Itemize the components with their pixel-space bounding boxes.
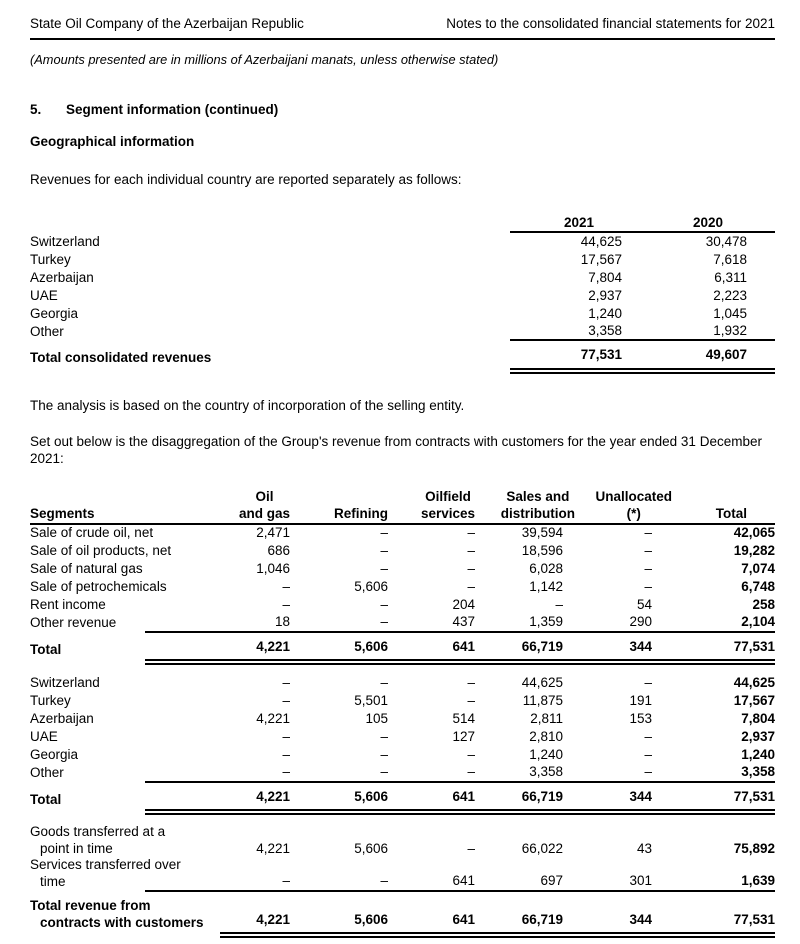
total-value: 66,719 [475,632,563,662]
total-value: 4,221 [220,782,290,812]
country-revenue-table [30,210,775,374]
row-label-line: Other [30,764,64,780]
table-header-row [30,210,775,232]
cell-value: – [644,746,652,762]
row-label-line: Total revenue from [30,898,151,914]
spacer-cell [145,764,220,782]
cell-value: 7,804 [741,710,775,726]
total-value: 641 [388,632,475,662]
cell-value: 39,594 [521,525,563,541]
column-header-2020: 2020 [640,210,775,232]
row-label-line: point in time [40,840,113,856]
spacer-cell [145,692,220,710]
column-header-text: Total [715,506,747,522]
cell-value: 1,045 [713,305,747,321]
cell-value: – [467,746,475,762]
spacer-cell [145,614,220,632]
section-gap-row [30,662,775,674]
cell-value: 127 [452,728,475,744]
table-row [30,710,775,728]
column-header-text: Oil and gas [238,489,290,522]
row-label: UAE [30,287,58,303]
cell-value: 1,142 [529,579,563,595]
row-label-line: Sale of petrochemicals [30,579,167,595]
spacer-cell [145,632,220,662]
header-spacer-cell [145,488,220,524]
table-row [30,596,775,614]
cell-value: 18 [220,614,290,632]
table-row [30,232,775,250]
spacer-cell [145,746,220,764]
cell-value: 3,358 [652,764,775,782]
row-label-line: Sale of crude oil, net [30,525,154,541]
column-header [475,488,575,524]
cell-value: 258 [752,597,775,613]
table-row [30,746,775,764]
cell-value: – [644,579,652,595]
cell-value: 1,240 [529,746,563,762]
column-header-text: Sales and distribution [500,489,575,522]
total-label: Total consolidated revenues [30,350,212,366]
table-row [30,304,775,322]
column-header-text: Refining [334,506,388,522]
cell-value: 44,625 [733,674,775,690]
total-value: 66,719 [475,782,563,812]
cell-value: – [644,543,652,559]
row-label [30,764,145,782]
total-value: 66,719 [475,891,563,935]
empty-header-cell [30,210,510,232]
table-row [30,250,775,268]
cell-value: – [380,543,388,559]
cell-value: 75,892 [733,840,775,856]
document-title: Notes to the consolidated financial statements for 2021 [446,16,775,31]
table-row [30,614,775,632]
column-header-text: Oilfield services [420,489,475,522]
spacer-cell [145,674,220,692]
cell-value: 2,104 [652,614,775,632]
cell-value: 66,022 [521,840,563,856]
cell-value: – [282,746,290,762]
cell-value: – [644,728,652,744]
cell-value: – [467,579,475,595]
cell-value: – [282,597,290,613]
cell-value: 7,618 [713,251,747,267]
row-label [30,542,172,560]
row-label-line: Sale of natural gas [30,561,143,577]
row-label: Azerbaijan [30,269,94,285]
spacer-cell [145,560,220,578]
cell-value: 697 [475,857,563,891]
cell-value: 5,501 [354,692,388,708]
row-label [30,578,167,596]
row-label-line: Turkey [30,692,71,708]
cell-value: – [282,728,290,744]
row-label-line: Switzerland [30,674,100,690]
cell-value: 437 [388,614,475,632]
cell-value: 3,358 [510,322,640,340]
cell-value: 686 [267,543,290,559]
section-gap-cell [30,812,775,824]
table-row [30,824,775,858]
cell-value: 3,358 [475,764,563,782]
row-label-line: Azerbaijan [30,710,94,726]
cell-value: 2,937 [741,728,775,744]
cell-value: – [290,857,388,891]
total-row [30,632,775,662]
table-row [30,764,775,782]
segments-header-row [30,488,775,524]
cell-value: 42,065 [733,525,775,541]
table-row [30,578,775,596]
cell-value: – [282,579,290,595]
table-row [30,524,775,542]
total-label [30,782,145,812]
cell-value: – [220,764,290,782]
section-title [30,102,775,119]
cell-value: 204 [452,597,475,613]
cell-value: 1,639 [652,857,775,891]
row-label-line: Services transferred over [30,857,181,873]
cell-value: 11,875 [522,692,563,708]
cell-value: 301 [563,857,652,891]
cell-value: – [467,543,475,559]
total-value: 77,531 [652,782,775,812]
table-row [30,542,775,560]
cell-value: 1,240 [741,746,775,762]
total-row [30,891,775,935]
running-header [30,16,775,40]
column-header [290,488,388,524]
row-label [30,746,145,764]
cell-value: – [380,728,388,744]
cell-value: – [290,614,388,632]
total-value: 5,606 [290,632,388,662]
cell-value: – [380,561,388,577]
row-label [30,857,181,891]
cell-value: – [380,525,388,541]
row-label [30,560,145,578]
cell-value: – [282,674,290,690]
cell-value: 6,311 [714,269,747,285]
spacer-cell [145,728,220,746]
amounts-note: (Amounts presented are in millions of Azerbaijani manats, unless otherwise stated) [30,51,499,67]
cell-value: 105 [365,710,388,726]
section-gap-row [30,812,775,824]
row-label [30,614,145,632]
spacer-cell [145,524,220,542]
cell-value: 6,028 [529,561,563,577]
cell-value: 641 [388,857,475,891]
cell-value: 2,937 [588,287,622,303]
row-label-line: contracts with customers [40,915,204,931]
total-value: 77,531 [652,632,775,662]
cell-value: 2,223 [713,287,747,303]
cell-value: – [290,764,388,782]
cell-value: 7,804 [588,269,622,285]
cell-value: 30,478 [705,233,747,249]
row-label [30,674,145,692]
total-value: 4,221 [220,632,290,662]
cell-value: 17,567 [733,692,775,708]
row-label: Switzerland [30,233,100,249]
cell-value: – [563,764,652,782]
table-row [30,322,775,340]
table-row [30,560,775,578]
cell-value: 18,596 [521,543,563,559]
paragraph-revenues: Revenues for each individual country are reported separately as follows: [30,171,462,187]
total-row [30,782,775,812]
cell-value: 5,606 [354,840,388,856]
section-gap-cell [30,662,775,674]
row-label-line: Other revenue [30,615,117,631]
cell-value: 2,471 [256,525,290,541]
cell-value: – [555,597,563,613]
row-label-line: time [40,874,66,890]
column-header [388,488,475,524]
row-label-line: Total [30,641,62,657]
row-label: Georgia [30,305,79,321]
cell-value: – [467,561,475,577]
cell-value: 191 [629,692,652,708]
row-label-line: Rent income [30,597,106,613]
spacer-cell [145,782,220,812]
cell-value: – [467,525,475,541]
total-value: 344 [563,891,652,935]
row-label [30,823,166,858]
cell-value: 4,221 [256,840,290,856]
row-label-line: Goods transferred at a [30,823,166,839]
cell-value: – [380,746,388,762]
cell-value: 290 [563,614,652,632]
cell-value: 1,359 [475,614,563,632]
table-row [30,674,775,692]
total-value: 5,606 [290,891,388,935]
cell-value: 514 [452,710,475,726]
cell-value: 2,810 [529,728,563,744]
cell-value: 44,625 [580,233,622,249]
section-heading: Segment information (continued) [66,101,279,117]
total-value: 344 [563,782,652,812]
table-row [30,268,775,286]
total-value: 49,607 [640,340,775,371]
spacer-cell [145,710,220,728]
paragraph-disaggregation: Set out below is the disaggregation of the Group's revenue from contracts with customers for the year ended 31 December 2021: [30,434,762,467]
total-value: 344 [563,632,652,662]
total-value: 5,606 [290,782,388,812]
column-header-2021: 2021 [510,210,640,232]
table-row [30,728,775,746]
cell-value: 1,932 [640,322,775,340]
cell-value: 1,046 [256,561,290,577]
total-value: 641 [388,782,475,812]
cell-value: – [220,857,290,891]
table-row [30,286,775,304]
row-label-line: Sale of oil products, net [30,543,172,559]
total-row [30,340,775,371]
row-label-line: UAE [30,728,58,744]
cell-value: – [467,674,475,690]
row-label [30,728,145,746]
column-header-text: Unallocated (*) [595,489,672,522]
cell-value: – [380,597,388,613]
row-label: Turkey [30,251,71,267]
cell-value: 2,811 [530,710,563,726]
total-label [30,891,220,935]
spacer-cell [145,596,220,614]
section-number: 5. [30,101,42,117]
cell-value: – [467,692,475,708]
geographical-heading: Geographical information [30,133,195,149]
cell-value: – [380,674,388,690]
cell-value: 54 [636,597,652,613]
cell-value: 17,567 [580,251,622,267]
total-value: 4,221 [220,891,290,935]
cell-value: – [644,674,652,690]
cell-value: – [644,561,652,577]
column-header [563,488,672,524]
row-label [30,596,145,614]
cell-value: – [644,525,652,541]
cell-value: 7,074 [741,561,775,577]
cell-value: 43 [636,840,652,856]
cell-value: 4,221 [256,710,290,726]
segments-column-header: Segments [30,488,145,524]
cell-value: – [467,840,475,856]
cell-value: 153 [629,710,652,726]
paragraph-analysis: The analysis is based on the country of incorporation of the selling entity. [30,398,465,414]
row-label: Other [30,323,64,339]
column-header [220,488,290,524]
segment-revenue-table [30,488,775,938]
total-label [30,632,145,662]
cell-value: 44,625 [521,674,563,690]
cell-value: 5,606 [354,579,388,595]
row-label-line: Total [30,791,62,807]
row-label-line: Georgia [30,746,79,762]
cell-value: – [388,764,475,782]
total-value: 77,531 [652,891,775,935]
cell-value: – [282,692,290,708]
row-label [30,524,154,542]
table-row [30,857,775,891]
company-name: State Oil Company of the Azerbaijan Republic [30,16,304,31]
cell-value: 6,748 [741,579,775,595]
row-label [30,710,145,728]
total-value: 77,531 [510,340,640,371]
cell-value: 19,282 [733,543,775,559]
row-label [30,692,145,710]
total-value: 641 [388,891,475,935]
cell-value: 1,240 [588,305,622,321]
table-row [30,692,775,710]
